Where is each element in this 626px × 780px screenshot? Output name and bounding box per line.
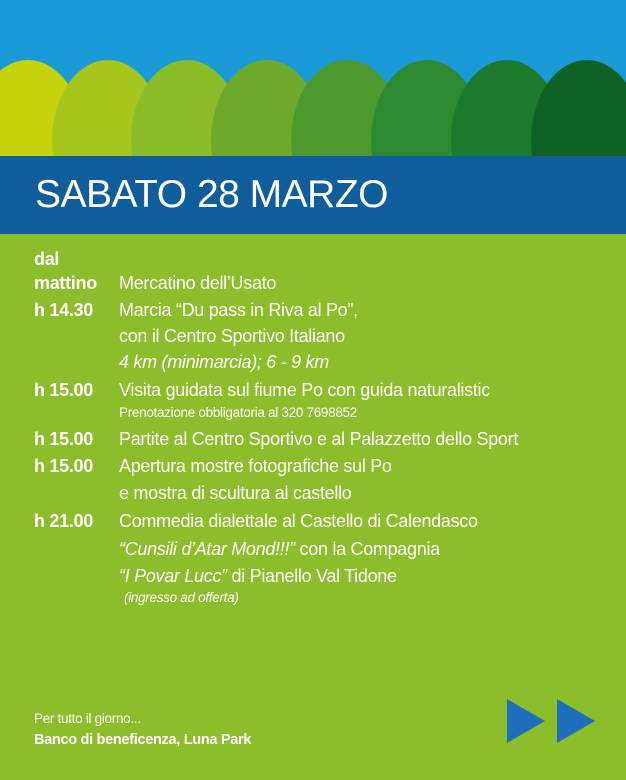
sky-header xyxy=(0,0,626,158)
event-note: Prenotazione obbligatoria al 320 7698852 xyxy=(119,405,357,420)
time-label: h 21.00 xyxy=(34,511,93,531)
time-label: h 15.00 xyxy=(34,380,93,400)
event-note: (ingresso ad offerta) xyxy=(124,590,239,605)
event-text: Commedia dialettale al Castello di Calendasco xyxy=(119,511,478,531)
event-text: con il Centro Sportivo Italiano xyxy=(119,326,345,346)
company-name: “I Povar Lucc” xyxy=(119,566,227,586)
event-text: e mostra di scultura al castello xyxy=(119,483,352,503)
event-text: Apertura mostre fotografiche sul Po xyxy=(119,456,392,476)
page-title: SABATO 28 MARZO xyxy=(35,173,388,216)
event-text: Visita guidata sul fiume Po con guida naturalistic xyxy=(119,380,490,400)
time-label: h 15.00 xyxy=(34,456,93,476)
event-text-segment: di Pianello Val Tidone xyxy=(226,566,397,586)
fast-forward-arrow-icon xyxy=(557,699,595,743)
footer-highlight: Banco di beneficenza, Luna Park xyxy=(34,732,252,748)
time-label: mattino xyxy=(34,273,97,293)
event-text: Partite al Centro Sportivo e al Palazzetto dello Sport xyxy=(119,429,519,449)
event-text: Marcia “Du pass in Riva al Po”, xyxy=(119,300,358,320)
event-text: Mercatino dell’Usato xyxy=(119,273,277,293)
fast-forward-arrow-icon xyxy=(507,699,545,743)
event-text xyxy=(119,539,440,560)
play-title: “Cunsili d’Atar Mond!!!” xyxy=(119,539,295,559)
time-label: dal xyxy=(34,249,60,269)
time-label: h 14.30 xyxy=(34,300,93,320)
time-label: h 15.00 xyxy=(34,429,93,449)
event-text xyxy=(119,566,397,587)
event-detail: 4 km (minimarcia); 6 - 9 km xyxy=(119,352,329,372)
event-text-segment: con la Compagnia xyxy=(294,539,440,559)
footer-note: Per tutto il giorno... xyxy=(34,711,141,726)
hill-decoration xyxy=(531,60,626,158)
